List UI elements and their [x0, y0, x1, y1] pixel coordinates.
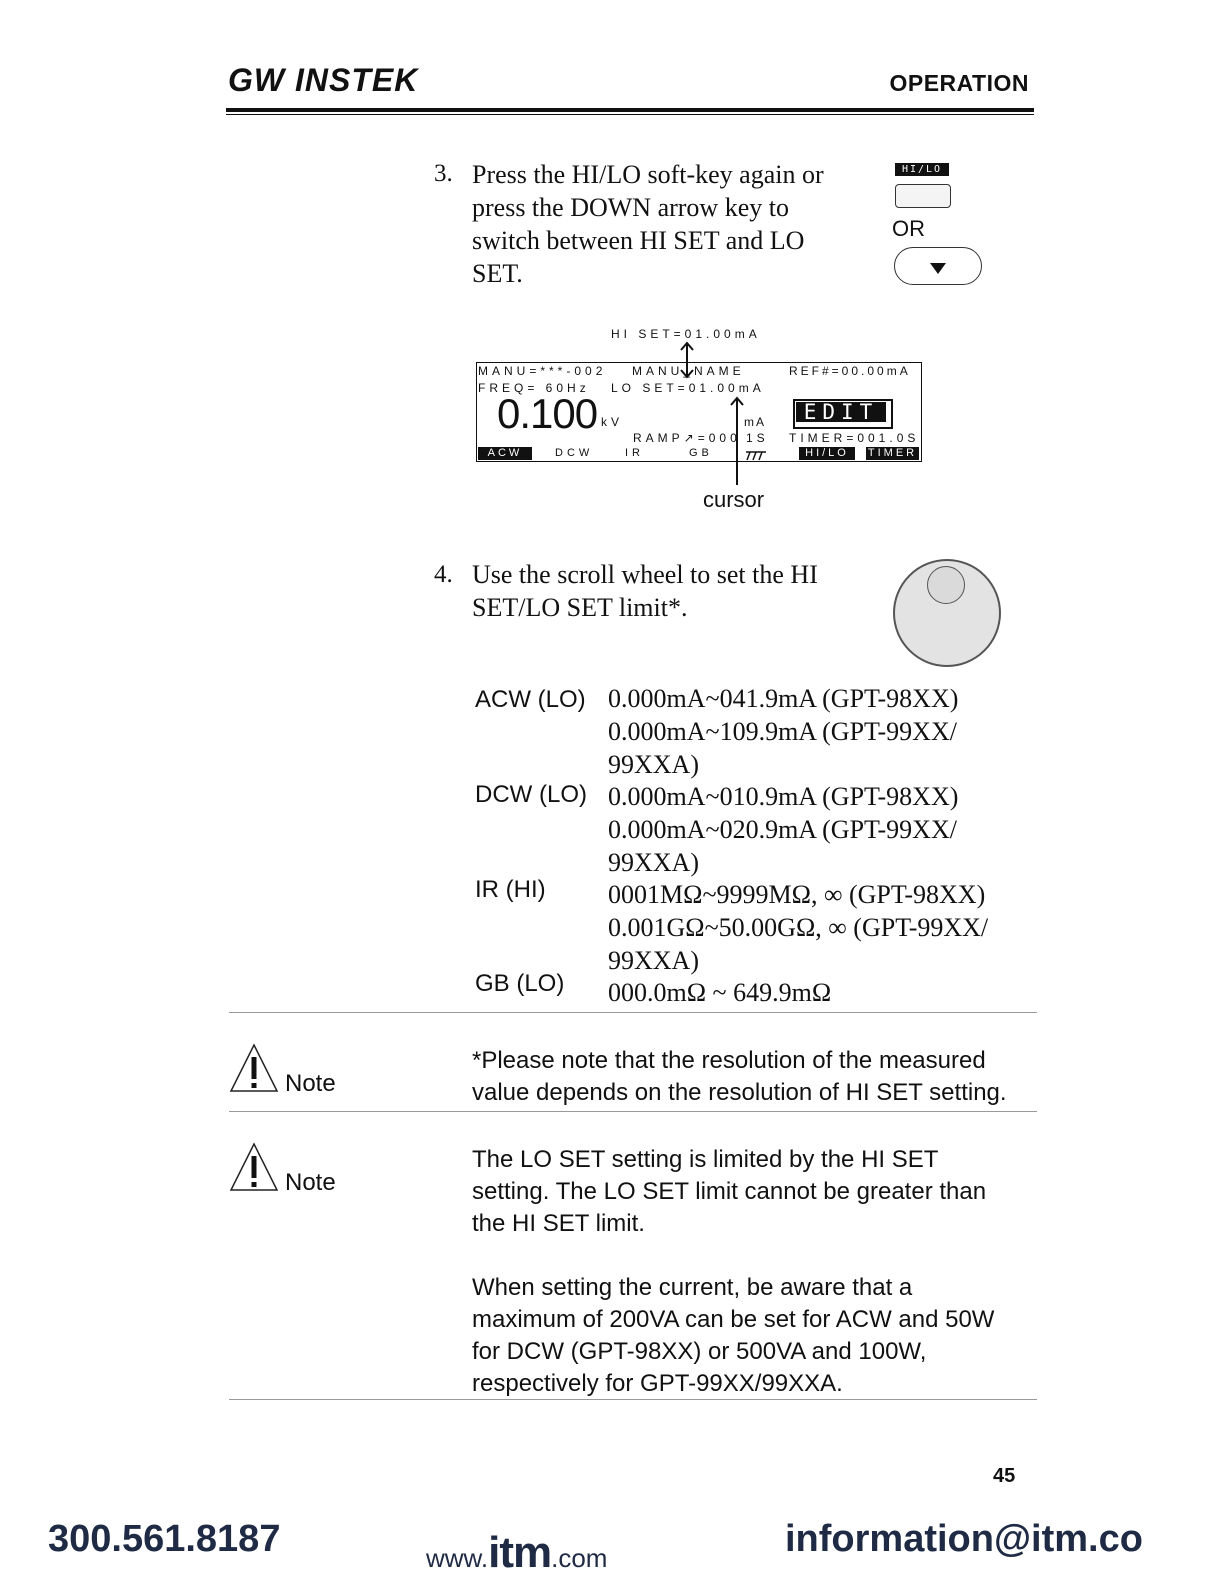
note-text — [472, 1045, 1032, 1109]
or-label: OR — [892, 216, 925, 241]
down-arrow-icon — [930, 263, 946, 274]
step-number: 3. — [434, 160, 453, 187]
range-values — [608, 682, 958, 781]
lcd-voltage: 0.100 — [497, 390, 598, 437]
step-3-text — [472, 158, 882, 290]
note-line: When setting the current, be aware that a — [472, 1274, 913, 1301]
range-line: 0.000mA~010.9mA (GPT-98XX) — [608, 782, 959, 811]
footer-brand: itm — [488, 1528, 552, 1577]
range-line: 000.0mΩ ~ 649.9mΩ — [608, 978, 832, 1007]
lcd-voltage-unit: kV — [601, 415, 624, 429]
cursor-label: cursor — [703, 487, 765, 512]
range-line: 99XXA) — [608, 946, 699, 975]
range-values — [608, 976, 831, 1009]
lcd-tab-ir: IR — [625, 447, 644, 459]
lcd-lo-set: LO SET=01.00mA — [611, 381, 765, 395]
range-line: 99XXA) — [608, 750, 699, 779]
note-line: respectively for GPT-99XX/99XXA. — [472, 1370, 843, 1397]
lcd-tab-acw: ACW — [478, 447, 532, 460]
range-mode: GB (LO) — [475, 970, 565, 997]
scroll-wheel-knob-icon — [927, 566, 965, 604]
step-line: SET/LO SET limit*. — [472, 593, 688, 622]
header-rule — [226, 108, 1034, 112]
lcd-ref: REF#=00.00mA — [789, 364, 911, 378]
divider — [229, 1111, 1037, 1112]
divider — [229, 1012, 1037, 1013]
lcd-current-unit: mA — [744, 415, 766, 429]
lcd-tab-gb: GB — [689, 447, 713, 459]
step-number: 4. — [434, 561, 453, 588]
note-line: value depends on the resolution of HI SET setting. — [472, 1079, 1007, 1106]
section-title: OPERATION — [889, 70, 1029, 96]
step-line: SET. — [472, 259, 523, 288]
ground-icon — [745, 449, 767, 461]
hi-lo-softkey-icon — [895, 184, 951, 208]
divider — [229, 1399, 1037, 1400]
note-line: the HI SET limit. — [472, 1210, 645, 1237]
footer-phone: 300.561.8187 — [48, 1518, 281, 1560]
lcd-tab-dcw: DCW — [555, 447, 594, 459]
range-mode: DCW (LO) — [475, 781, 587, 808]
range-line: 0.000mA~020.9mA (GPT-99XX/ — [608, 815, 957, 844]
step-line: Press the HI/LO soft-key again or — [472, 160, 824, 189]
lcd-timer-key: TIMER — [867, 447, 918, 459]
lcd-manu: MANU=***-002 — [478, 364, 607, 378]
warning-icon — [229, 1043, 279, 1093]
range-values — [608, 780, 958, 879]
note-text — [472, 1144, 1032, 1400]
note-label: Note — [285, 1070, 336, 1097]
footer-website[interactable] — [426, 1528, 607, 1578]
lcd-ramp: RAMP↗=000 — [633, 431, 741, 445]
step-line: Use the scroll wheel to set the HI — [472, 560, 818, 589]
footer-com: .com — [551, 1543, 608, 1573]
note-label: Note — [285, 1169, 336, 1196]
step-line: switch between HI SET and LO — [472, 226, 805, 255]
page-number: 45 — [993, 1465, 1016, 1487]
warning-icon — [229, 1142, 279, 1192]
range-mode: IR (HI) — [475, 876, 546, 903]
lcd-ramp-unit: 1S — [746, 431, 769, 445]
footer-email[interactable]: information@itm.co — [785, 1518, 1143, 1560]
brand-logo: GW INSTEK — [228, 62, 419, 98]
note-line: setting. The LO SET limit cannot be greater than — [472, 1178, 987, 1205]
range-line: 99XXA) — [608, 848, 699, 877]
range-line: 0.000mA~109.9mA (GPT-99XX/ — [608, 717, 957, 746]
note-line — [472, 1240, 1032, 1272]
step-line: press the DOWN arrow key to — [472, 193, 789, 222]
lcd-edit-label: EDIT — [796, 402, 886, 422]
header-rule-thin — [226, 114, 1034, 115]
range-values — [608, 878, 988, 977]
lcd-hi-set-callout: HI SET=01.00mA — [611, 327, 761, 341]
range-line: 0.000mA~041.9mA (GPT-98XX) — [608, 684, 959, 713]
note-line: for DCW (GPT-98XX) or 500VA and 100W, — [472, 1338, 927, 1365]
range-line: 0.001GΩ~50.00GΩ, ∞ (GPT-99XX/ — [608, 913, 989, 942]
lcd-timer: TIMER=001.0S — [789, 431, 920, 445]
hi-lo-softkey-label: HI/LO — [895, 163, 949, 176]
step-4-text — [472, 558, 882, 624]
lcd-hi-lo-key: HI/LO — [799, 447, 855, 460]
lcd-manu-name: MANU_NAME — [632, 364, 745, 378]
range-mode: ACW (LO) — [475, 686, 586, 713]
range-line: 0001MΩ~9999MΩ, ∞ (GPT-98XX) — [608, 880, 986, 909]
note-line: maximum of 200VA can be set for ACW and 50W — [472, 1306, 995, 1333]
footer-www: www. — [426, 1543, 489, 1573]
note-line: The LO SET setting is limited by the HI SET — [472, 1146, 939, 1173]
note-line: *Please note that the resolution of the measured — [472, 1047, 986, 1074]
lcd-freq: FREQ= 60Hz — [478, 381, 590, 395]
